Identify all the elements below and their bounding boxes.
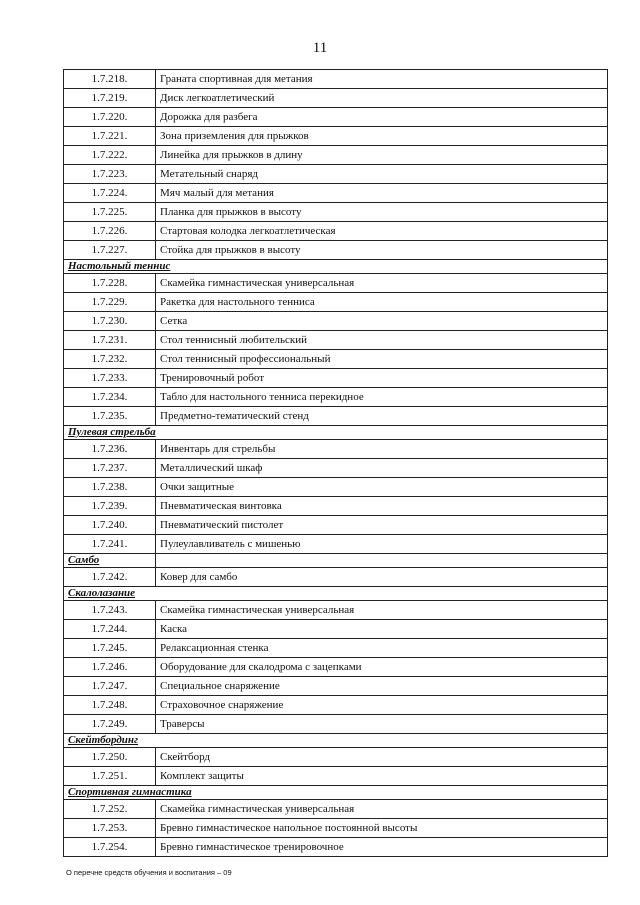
item-code: 1.7.251.: [64, 767, 156, 786]
table-row: [64, 696, 608, 715]
table-row: [64, 388, 608, 407]
table-row: [64, 274, 608, 293]
item-name: Комплект защиты: [156, 767, 608, 786]
table-row: [64, 241, 608, 260]
table-row: [64, 440, 608, 459]
item-name: Скамейка гимнастическая универсальная: [156, 800, 608, 819]
item-name: Релаксационная стенка: [156, 639, 608, 658]
item-code: 1.7.246.: [64, 658, 156, 677]
table-row: [64, 459, 608, 478]
table-row: [64, 800, 608, 819]
item-name: Сетка: [156, 312, 608, 331]
item-name: Каска: [156, 620, 608, 639]
item-code: 1.7.254.: [64, 838, 156, 857]
section-empty-cell: [156, 554, 608, 568]
item-code: 1.7.224.: [64, 184, 156, 203]
footer-text: О перечне средств обучения и воспитания – 09: [66, 868, 232, 877]
section-title: Пулевая стрельба: [64, 426, 608, 440]
table-row: [64, 620, 608, 639]
item-name: Мяч малый для метания: [156, 184, 608, 203]
item-code: 1.7.221.: [64, 127, 156, 146]
item-name: Стол теннисный любительский: [156, 331, 608, 350]
item-name: Оборудование для скалодрома с зацепками: [156, 658, 608, 677]
table-row: [64, 819, 608, 838]
item-code: 1.7.241.: [64, 535, 156, 554]
item-name: Траверсы: [156, 715, 608, 734]
page-number: 11: [312, 40, 328, 56]
item-code: 1.7.244.: [64, 620, 156, 639]
item-name: Пулеулавливатель с мишенью: [156, 535, 608, 554]
item-name: Стартовая колодка легкоатлетическая: [156, 222, 608, 241]
item-code: 1.7.250.: [64, 748, 156, 767]
item-code: 1.7.238.: [64, 478, 156, 497]
table-row: [64, 165, 608, 184]
item-name: Диск легкоатлетический: [156, 89, 608, 108]
item-code: 1.7.225.: [64, 203, 156, 222]
item-code: 1.7.235.: [64, 407, 156, 426]
table-row: [64, 767, 608, 786]
table-row: [64, 184, 608, 203]
item-code: 1.7.227.: [64, 241, 156, 260]
table-row: [64, 478, 608, 497]
section-header-row: [64, 786, 608, 800]
section-header-row: [64, 554, 608, 568]
table-row: [64, 312, 608, 331]
item-code: 1.7.223.: [64, 165, 156, 184]
item-code: 1.7.220.: [64, 108, 156, 127]
table-row: [64, 497, 608, 516]
table-row: [64, 407, 608, 426]
item-name: Табло для настольного тенниса перекидное: [156, 388, 608, 407]
table-row: [64, 89, 608, 108]
table-row: [64, 331, 608, 350]
item-name: Металлический шкаф: [156, 459, 608, 478]
item-name: Зона приземления для прыжков: [156, 127, 608, 146]
item-name: Бревно гимнастическое тренировочное: [156, 838, 608, 857]
section-title: Скалолазание: [64, 587, 608, 601]
table-row: [64, 535, 608, 554]
item-code: 1.7.249.: [64, 715, 156, 734]
item-name: Линейка для прыжков в длину: [156, 146, 608, 165]
item-code: 1.7.230.: [64, 312, 156, 331]
item-code: 1.7.233.: [64, 369, 156, 388]
item-name: Стойка для прыжков в высоту: [156, 241, 608, 260]
table-row: [64, 677, 608, 696]
item-name: Ракетка для настольного тенниса: [156, 293, 608, 312]
table-row: [64, 127, 608, 146]
item-name: Специальное снаряжение: [156, 677, 608, 696]
item-code: 1.7.229.: [64, 293, 156, 312]
item-code: 1.7.218.: [64, 70, 156, 89]
item-code: 1.7.231.: [64, 331, 156, 350]
section-title: Настольный теннис: [64, 260, 608, 274]
section-header-row: [64, 587, 608, 601]
table-row: [64, 838, 608, 857]
section-title: Спортивная гимнастика: [64, 786, 608, 800]
equipment-table-body: [64, 70, 608, 857]
item-code: 1.7.247.: [64, 677, 156, 696]
table-row: [64, 715, 608, 734]
item-name: Скамейка гимнастическая универсальная: [156, 601, 608, 620]
item-name: Бревно гимнастическое напольное постоянной высоты: [156, 819, 608, 838]
item-code: 1.7.237.: [64, 459, 156, 478]
table-row: [64, 516, 608, 535]
equipment-table: [63, 69, 608, 857]
table-row: [64, 639, 608, 658]
table-row: [64, 222, 608, 241]
item-code: 1.7.222.: [64, 146, 156, 165]
section-title: Самбо: [64, 554, 156, 568]
table-row: [64, 293, 608, 312]
item-name: Страховочное снаряжение: [156, 696, 608, 715]
item-name: Граната спортивная для метания: [156, 70, 608, 89]
section-header-row: [64, 260, 608, 274]
item-code: 1.7.243.: [64, 601, 156, 620]
item-name: Планка для прыжков в высоту: [156, 203, 608, 222]
table-row: [64, 658, 608, 677]
item-code: 1.7.228.: [64, 274, 156, 293]
section-title: Скейтбординг: [64, 734, 608, 748]
item-name: Предметно-тематический стенд: [156, 407, 608, 426]
item-code: 1.7.240.: [64, 516, 156, 535]
item-name: Скамейка гимнастическая универсальная: [156, 274, 608, 293]
item-name: Пневматическая винтовка: [156, 497, 608, 516]
item-name: Пневматический пистолет: [156, 516, 608, 535]
section-header-row: [64, 426, 608, 440]
table-row: [64, 601, 608, 620]
item-code: 1.7.252.: [64, 800, 156, 819]
item-code: 1.7.234.: [64, 388, 156, 407]
item-name: Тренировочный робот: [156, 369, 608, 388]
item-name: Метательный снаряд: [156, 165, 608, 184]
item-code: 1.7.248.: [64, 696, 156, 715]
item-code: 1.7.219.: [64, 89, 156, 108]
item-name: Инвентарь для стрельбы: [156, 440, 608, 459]
table-row: [64, 146, 608, 165]
item-name: Очки защитные: [156, 478, 608, 497]
item-code: 1.7.253.: [64, 819, 156, 838]
item-name: Скейтборд: [156, 748, 608, 767]
table-row: [64, 369, 608, 388]
table-row: [64, 350, 608, 369]
item-code: 1.7.226.: [64, 222, 156, 241]
item-name: Стол теннисный профессиональный: [156, 350, 608, 369]
table-row: [64, 568, 608, 587]
table-row: [64, 70, 608, 89]
section-header-row: [64, 734, 608, 748]
table-row: [64, 203, 608, 222]
item-code: 1.7.239.: [64, 497, 156, 516]
table-row: [64, 108, 608, 127]
item-name: Ковер для самбо: [156, 568, 608, 587]
item-code: 1.7.232.: [64, 350, 156, 369]
item-code: 1.7.245.: [64, 639, 156, 658]
item-code: 1.7.242.: [64, 568, 156, 587]
table-row: [64, 748, 608, 767]
item-name: Дорожка для разбега: [156, 108, 608, 127]
item-code: 1.7.236.: [64, 440, 156, 459]
